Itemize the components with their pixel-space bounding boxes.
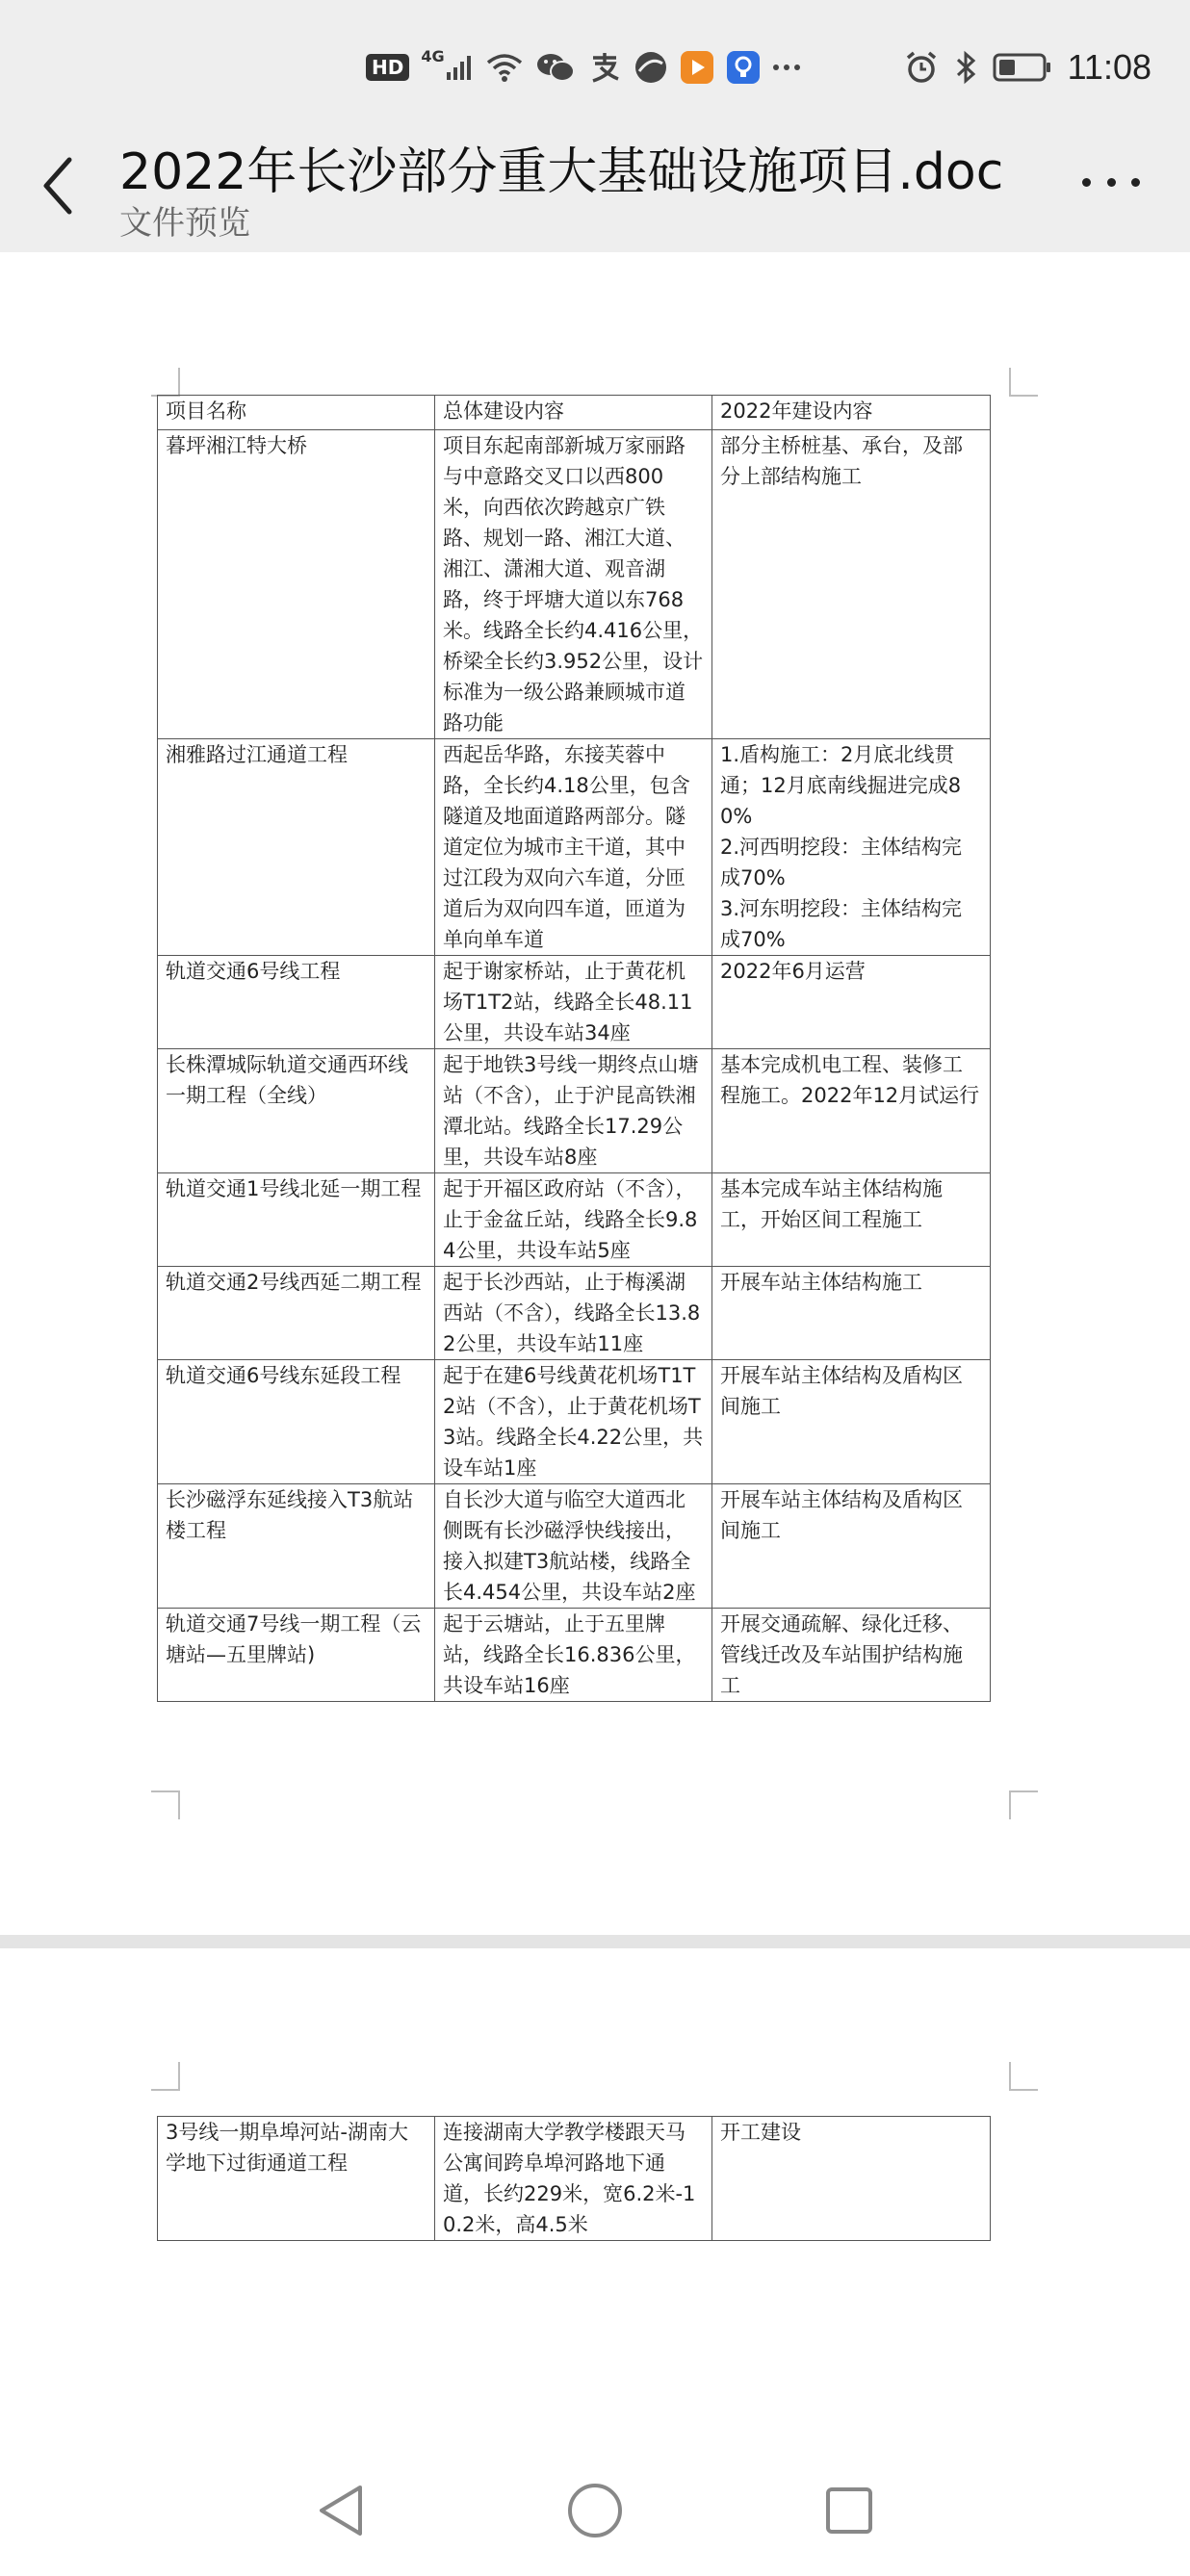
- cell-2022: 开工建设: [712, 2117, 991, 2241]
- cell-project-name: 3号线一期阜埠河站-湖南大学地下过街通道工程: [158, 2117, 435, 2241]
- system-nav-bar: [0, 2445, 1190, 2576]
- table-header-row: [158, 396, 991, 430]
- header-project-name: 项目名称: [158, 396, 435, 430]
- table-row: [158, 430, 991, 739]
- document-page-1[interactable]: [0, 252, 1190, 1935]
- projects-table-continued: [157, 2116, 991, 2241]
- table-row: [158, 1609, 991, 1702]
- table-row: [158, 1360, 991, 1484]
- cell-2022: 部分主桥桩基、承台，及部分上部结构施工: [712, 430, 991, 739]
- cell-project-name: 长沙磁浮东延线接入T3航站楼工程: [158, 1484, 435, 1609]
- cell-project-name: 轨道交通6号线工程: [158, 956, 435, 1049]
- browser-icon: [634, 46, 668, 89]
- cell-2022: 开展车站主体结构及盾构区间施工: [712, 1484, 991, 1609]
- table-row: [158, 1484, 991, 1609]
- wifi-icon: [485, 46, 524, 89]
- bulb-app-icon: [726, 46, 761, 89]
- document-subtitle: 文件预览: [119, 204, 250, 243]
- projects-table: [157, 395, 991, 1702]
- document-title: 2022年长沙部分重大基础设施项目.doc: [119, 143, 1004, 201]
- nav-home-button[interactable]: [564, 2480, 626, 2541]
- back-button[interactable]: [35, 152, 83, 219]
- more-dot-icon: [1131, 178, 1140, 187]
- app-header: [0, 125, 1190, 252]
- table-row: [158, 739, 991, 956]
- battery-icon: [993, 46, 1052, 89]
- cell-project-name: 轨道交通2号线西延二期工程: [158, 1267, 435, 1360]
- cell-overall: 连接湖南大学教学楼跟天马公寓间跨阜埠河路地下通道，长约229米，宽6.2米-10.2米，高4.5米: [435, 2117, 712, 2241]
- table-row: [158, 1049, 991, 1173]
- hd-icon: HD: [366, 46, 409, 89]
- status-bar: [0, 0, 1190, 125]
- table-row: [158, 1173, 991, 1267]
- more-dot-icon: [1082, 178, 1091, 187]
- alarm-icon: [904, 46, 939, 89]
- nav-back-button[interactable]: [310, 2480, 372, 2541]
- signal-icon: [421, 46, 473, 89]
- chevron-left-icon: [35, 152, 83, 219]
- cell-overall: 起于开福区政府站（不含），止于金盆丘站，线路全长9.84公里，共设车站5座: [435, 1173, 712, 1267]
- cell-project-name: 轨道交通1号线北延一期工程: [158, 1173, 435, 1267]
- cell-overall: 起于长沙西站，止于梅溪湖西站（不含），线路全长13.82公里，共设车站11座: [435, 1267, 712, 1360]
- network-type: 4G: [421, 46, 445, 65]
- cell-overall: 起于云塘站，止于五里牌站，线路全长16.836公里，共设车站16座: [435, 1609, 712, 1702]
- square-recents-icon: [822, 2484, 876, 2537]
- table-row: [158, 2117, 991, 2241]
- triangle-back-icon: [314, 2482, 368, 2539]
- wechat-icon: [535, 46, 576, 89]
- status-right: [904, 42, 1151, 92]
- video-app-icon: [680, 46, 714, 89]
- page-corner-mark: [151, 368, 180, 397]
- cell-2022: 开展交通疏解、绿化迁移、管线迁改及车站围护结构施工: [712, 1609, 991, 1702]
- cell-overall: 西起岳华路，东接芙蓉中路，全长约4.18公里，包含隧道及地面道路两部分。隧道定位为城市主干道，其中过江段为双向六车道，分匝道后为双向四车道，匝道为单向单车道: [435, 739, 712, 956]
- more-notifications-icon: [772, 46, 801, 89]
- more-options-button[interactable]: [1082, 167, 1140, 196]
- cell-overall: 项目东起南部新城万家丽路与中意路交叉口以西800米，向西依次跨越京广铁路、规划一路、湘江大道、湘江、潇湘大道、观音湖路，终于坪塘大道以东768米。线路全长约4.416公里，桥梁全长约3.952公里，设计标准为一级公路兼顾城市道路功能: [435, 430, 712, 739]
- table-row: [158, 956, 991, 1049]
- header-overall-content: 总体建设内容: [435, 396, 712, 430]
- cell-project-name: 轨道交通7号线一期工程（云塘站—五里牌站): [158, 1609, 435, 1702]
- cell-2022: 开展车站主体结构及盾构区间施工: [712, 1360, 991, 1484]
- nav-recents-button[interactable]: [818, 2480, 880, 2541]
- status-icons: [366, 42, 801, 92]
- cell-2022: 开展车站主体结构施工: [712, 1267, 991, 1360]
- page-corner-mark: [1009, 2062, 1038, 2091]
- cell-overall: 起于谢家桥站，止于黄花机场T1T2站，线路全长48.11公里，共设车站34座: [435, 956, 712, 1049]
- clock: 11:08: [1067, 47, 1151, 87]
- circle-home-icon: [565, 2481, 625, 2540]
- cell-2022: 基本完成机电工程、装修工程施工。2022年12月试运行: [712, 1049, 991, 1173]
- cell-overall: 自长沙大道与临空大道西北侧既有长沙磁浮快线接出，接入拟建T3航站楼，线路全长4.454公里，共设车站2座: [435, 1484, 712, 1609]
- cell-project-name: 长株潭城际轨道交通西环线一期工程（全线）: [158, 1049, 435, 1173]
- bluetooth-icon: [954, 46, 977, 89]
- page-corner-mark: [151, 2062, 180, 2091]
- page-corner-mark: [151, 1790, 180, 1819]
- cell-overall: 起于在建6号线黄花机场T1T2站（不含），止于黄花机场T3站。线路全长4.22公里，共设车站1座: [435, 1360, 712, 1484]
- page-corner-mark: [1009, 1790, 1038, 1819]
- cell-2022: 2022年6月运营: [712, 956, 991, 1049]
- header-2022-content: 2022年建设内容: [712, 396, 991, 430]
- more-dot-icon: [1107, 178, 1116, 187]
- cell-2022: 1.盾构施工：2月底北线贯通；12月底南线掘进完成80% 2.河西明挖段：主体结构完成70% 3.河东明挖段：主体结构完成70%: [712, 739, 991, 956]
- alipay-icon: [587, 46, 622, 89]
- cell-project-name: 轨道交通6号线东延段工程: [158, 1360, 435, 1484]
- cell-project-name: 暮坪湘江特大桥: [158, 430, 435, 739]
- cell-2022: 基本完成车站主体结构施工，开始区间工程施工: [712, 1173, 991, 1267]
- table-row: [158, 1267, 991, 1360]
- page-corner-mark: [1009, 368, 1038, 397]
- cell-project-name: 湘雅路过江通道工程: [158, 739, 435, 956]
- cell-overall: 起于地铁3号线一期终点山塘站（不含），止于沪昆高铁湘潭北站。线路全长17.29公里，共设车站8座: [435, 1049, 712, 1173]
